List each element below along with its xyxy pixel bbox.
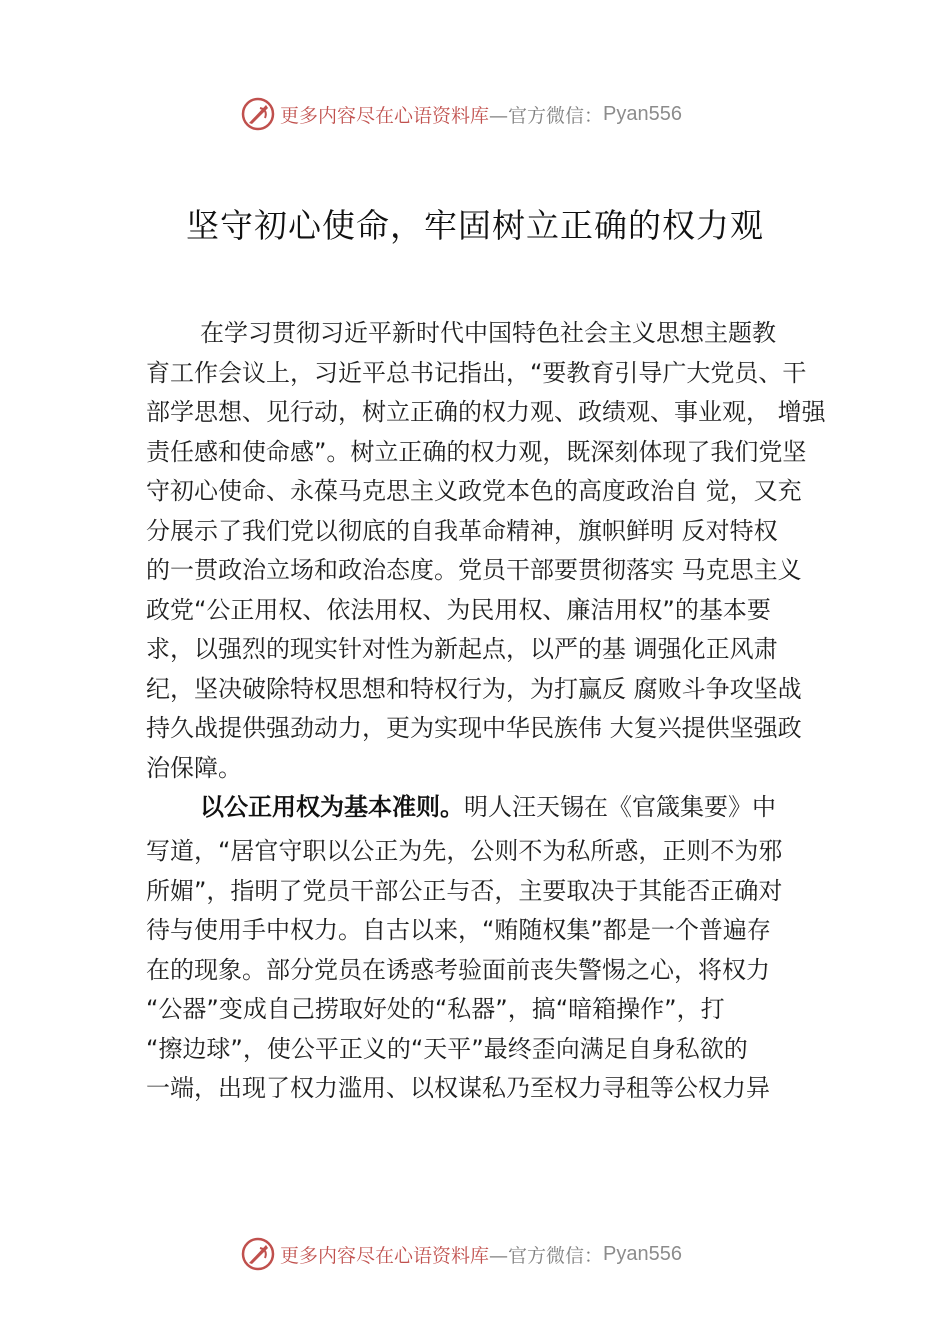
quill-logo-icon — [240, 96, 276, 132]
paragraph2-line: “擦边球”，使公平正义的“天平”最终歪向满足自身私欲的 — [146, 1035, 748, 1063]
paragraph2-lead-rest: 明人汪天锡在《官箴集要》中 — [464, 793, 776, 821]
paragraph1-line: 求，以强烈的现实针对性为新起点，以严的基 调强化正风肃 — [146, 635, 778, 663]
paragraph2-first-line — [200, 787, 776, 827]
paragraph1-line: 的一贯政治立场和政治态度。党员干部要贯彻落实 马克思主义 — [146, 556, 802, 584]
page-title: 坚守初心使命，牢固树立正确的权力观 — [186, 206, 764, 245]
paragraph1-line: 部学思想、见行动，树立正确的权力观、政绩观、事业观， 增强 — [146, 398, 826, 426]
paragraph2-line: 写道，“居官守职以公正为先，公则不为私所惑，正则不为邪 — [146, 837, 783, 865]
paragraph1-line: 政党“公正用权、依法用权、为民用权、廉洁用权”的基本要 — [146, 596, 771, 624]
footer-banner — [240, 1234, 682, 1274]
paragraph2-line: 在的现象。部分党员在诱惑考验面前丧失警惕之心，将权力 — [146, 956, 770, 984]
banner-red-text: 更多内容尽在心语资料库 — [280, 1244, 490, 1267]
paragraph1-line: 育工作会议上，习近平总书记指出，“要教育引导广大党员、干 — [146, 359, 807, 387]
banner-gray-text: —官方微信： — [489, 1244, 604, 1267]
paragraph2-line: 待与使用手中权力。自古以来，“贿随权集”都是一个普遍存 — [146, 916, 771, 944]
paragraph1-line: 守初心使命、永葆马克思主义政党本色的高度政治自 觉，又充 — [146, 477, 802, 505]
paragraph2-line: “公器”变成自己捞取好处的“私器”，搞“暗箱操作”，打 — [146, 995, 725, 1023]
paragraph1-line: 治保障。 — [146, 754, 242, 782]
paragraph1-line: 分展示了我们党以彻底的自我革命精神，旗帜鲜明 反对特权 — [146, 517, 778, 545]
paragraph2-line: 所媚”，指明了党员干部公正与否，主要取决于其能否正确对 — [146, 877, 783, 905]
banner-red-text: 更多内容尽在心语资料库 — [280, 104, 490, 127]
paragraph2-bold-lead: 以公正用权为基本准则。 — [200, 793, 464, 821]
banner-gray-text: —官方微信： — [489, 104, 604, 127]
paragraph1-line: 持久战提供强劲动力，更为实现中华民族伟 大复兴提供坚强政 — [146, 714, 802, 742]
paragraph2-line: 一端，出现了权力滥用、以权谋私乃至权力寻租等公权力异 — [146, 1074, 770, 1102]
banner-wechat-id: Pyan556 — [603, 102, 682, 125]
header-banner — [240, 94, 682, 134]
banner-wechat-id: Pyan556 — [603, 1242, 682, 1265]
paragraph1-line: 责任感和使命感”。树立正确的权力观，既深刻体现了我们党坚 — [146, 438, 807, 466]
paragraph1-line: 纪，坚决破除特权思想和特权行为，为打赢反 腐败斗争攻坚战 — [146, 675, 802, 703]
paragraph1-line: 在学习贯彻习近平新时代中国特色社会主义思想主题教 — [200, 319, 776, 347]
quill-logo-icon — [240, 1236, 276, 1272]
